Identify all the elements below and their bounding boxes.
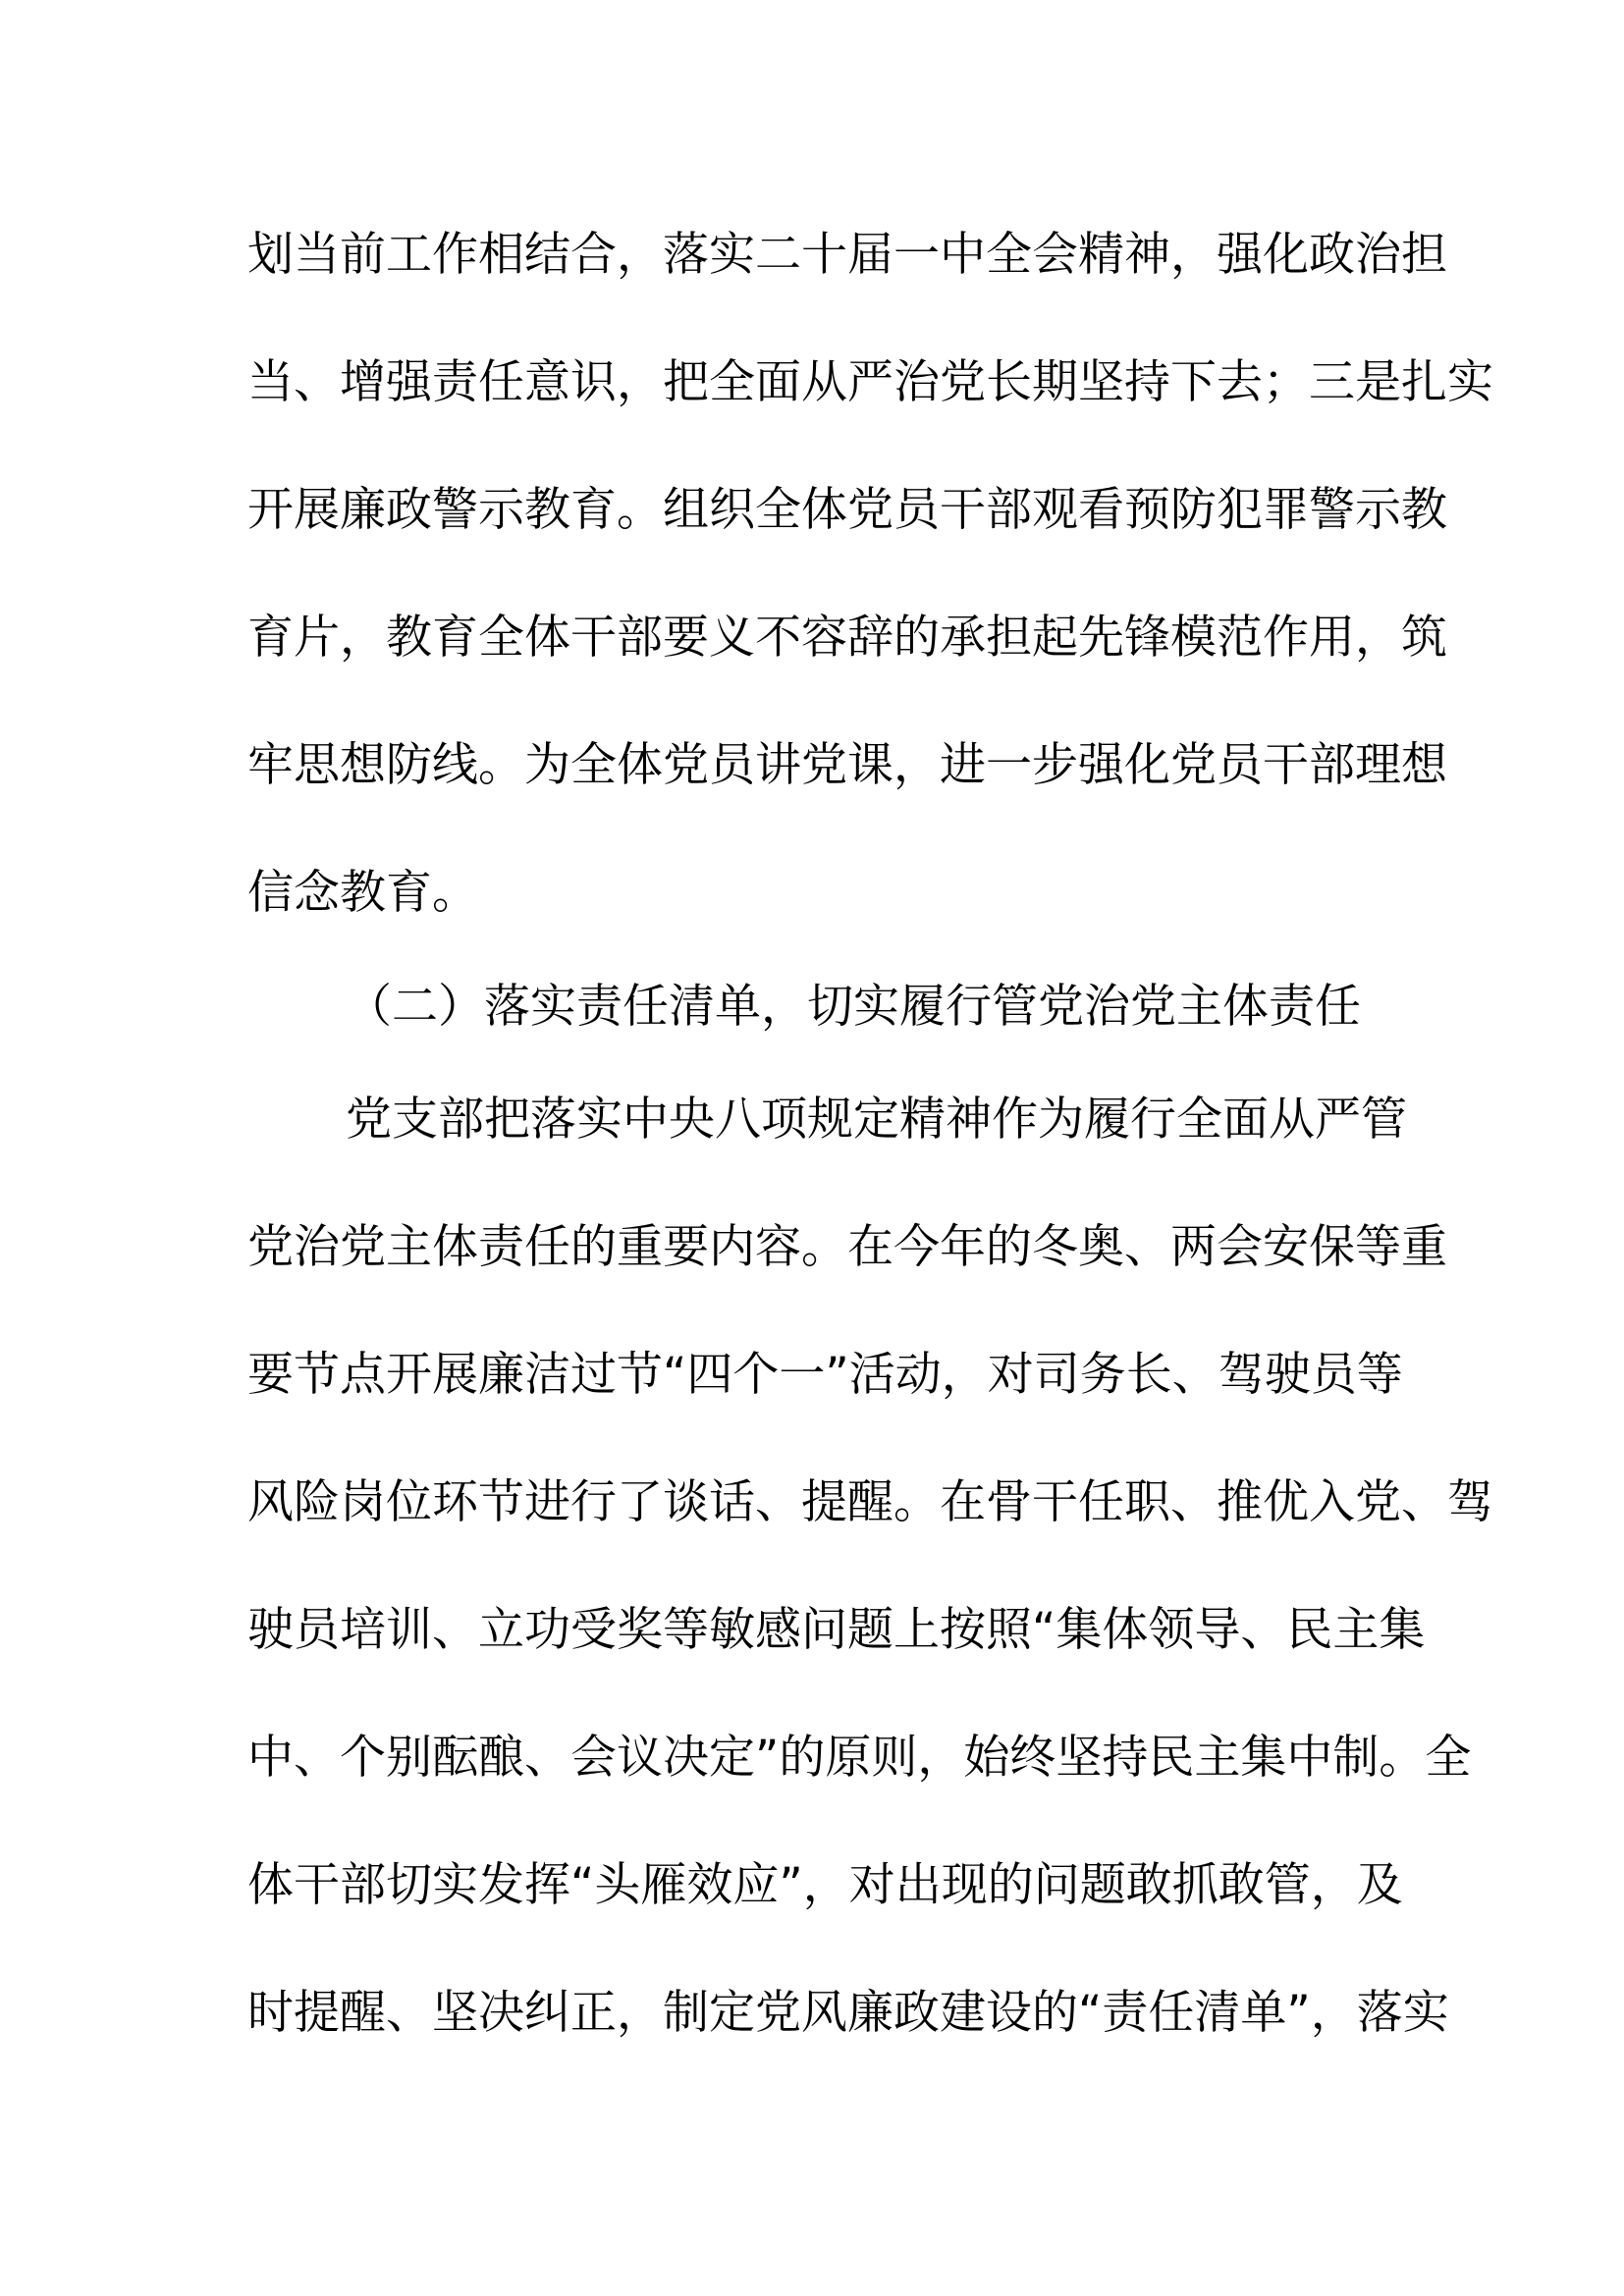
paragraph-line: 时提醒、坚决纠正，制定党风廉政建设的“责任清单”，落实 — [247, 1986, 1449, 2040]
paragraph-line: 牢思想防线。为全体党员讲党课，进一步强化党员干部理想 — [247, 738, 1447, 792]
paragraph-line: 划当前工作相结合，落实二十届一中全会精神，强化政治担 — [247, 228, 1447, 282]
paragraph-line: 风险岗位环节进行了谈话、提醒。在骨干任职、推优入党、驾 — [247, 1475, 1493, 1529]
paragraph-first-line: 党支部把落实中央八项规定精神作为履行全面从严管 — [346, 1093, 1407, 1147]
paragraph-line: 当、增强责任意识，把全面从严治党长期坚持下去；三是扎实 — [247, 355, 1493, 409]
paragraph-line-last: 信念教育。 — [247, 866, 478, 920]
section-heading: （二）落实责任清单，切实履行管党治党主体责任 — [346, 980, 1361, 1034]
paragraph-line: 驶员培训、立功受奖等敏感问题上按照“集体领导、民主集 — [247, 1603, 1426, 1657]
paragraph-line: 育片，教育全体干部要义不容辞的承担起先锋模范作用，筑 — [247, 611, 1447, 665]
paragraph-line: 党治党主体责任的重要内容。在今年的冬奥、两会安保等重 — [247, 1220, 1447, 1274]
paragraph-line: 要节点开展廉洁过节“四个一”活动，对司务长、驾驶员等 — [247, 1348, 1403, 1402]
paragraph-line: 开展廉政警示教育。组织全体党员干部观看预防犯罪警示教 — [247, 483, 1447, 537]
paragraph-line: 体干部切实发挥“头雁效应”，对出现的问题敢抓敢管，及 — [247, 1858, 1403, 1912]
paragraph-line: 中、个别酝酿、会议决定”的原则，始终坚持民主集中制。全 — [247, 1731, 1472, 1785]
